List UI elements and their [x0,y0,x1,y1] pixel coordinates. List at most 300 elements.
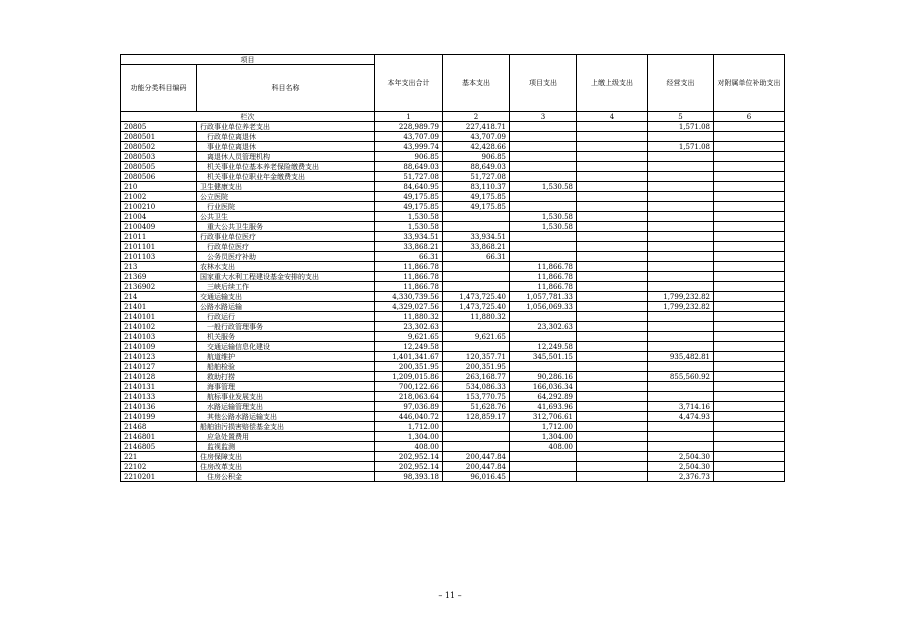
amount-col-4 [577,262,648,272]
amount-col-3: 345,501.15 [510,352,577,362]
subject-code: 21004 [121,212,197,222]
table-row [121,152,785,162]
amount-col-1: 11,880.32 [375,312,443,322]
subject-code: 21011 [121,232,197,242]
table-row [121,382,785,392]
amount-col-4 [577,332,648,342]
amount-col-4 [577,472,648,482]
amount-col-1: 1,530.58 [375,212,443,222]
amount-col-2 [443,222,510,232]
table-row [121,132,785,142]
subject-name: 行政单位医疗 [197,242,375,252]
amount-col-3 [510,362,577,372]
amount-col-4 [577,182,648,192]
amount-col-4 [577,432,648,442]
amount-col-6 [714,452,785,462]
amount-col-4 [577,382,648,392]
amount-col-6 [714,342,785,352]
amount-col-6 [714,472,785,482]
subject-code: 2140127 [121,362,197,372]
amount-col-5: 2,376.73 [648,472,714,482]
subject-code: 2146805 [121,442,197,452]
amount-col-3: 1,530.58 [510,182,577,192]
subject-name: 航标事业发展支出 [197,392,375,402]
amount-col-5 [648,322,714,332]
subject-name: 重大公共卫生服务 [197,222,375,232]
amount-col-6 [714,182,785,192]
amount-col-5: 2,504.30 [648,462,714,472]
amount-col-5: 1,799,232.82 [648,302,714,312]
amount-col-2: 11,880.32 [443,312,510,322]
amount-col-1: 1,712.00 [375,422,443,432]
amount-col-3 [510,202,577,212]
amount-col-2 [443,262,510,272]
amount-col-3 [510,142,577,152]
subject-name: 公务员医疗补助 [197,252,375,262]
amount-col-2: 96,016.45 [443,472,510,482]
subject-name: 行政单位离退休 [197,132,375,142]
subject-name: 公立医院 [197,192,375,202]
amount-col-4 [577,342,648,352]
amount-col-2: 49,175.85 [443,192,510,202]
amount-col-5: 855,560.92 [648,372,714,382]
amount-col-1: 218,063.64 [375,392,443,402]
amount-col-6 [714,252,785,262]
amount-col-5 [648,272,714,282]
header-col-3: 项目支出 [510,55,577,112]
subject-code: 2140199 [121,412,197,422]
table-row [121,232,785,242]
amount-col-1: 228,989.79 [375,122,443,132]
amount-col-2 [443,342,510,352]
amount-col-6 [714,442,785,452]
amount-col-6 [714,432,785,442]
page-number: – 11 – [438,591,462,600]
header-col-1: 本年支出合计 [375,55,443,112]
subject-code: 21369 [121,272,197,282]
amount-col-3 [510,192,577,202]
subject-name: 水路运输管理支出 [197,402,375,412]
amount-col-1: 1,530.58 [375,222,443,232]
amount-col-5 [648,432,714,442]
amount-col-5: 2,504.30 [648,452,714,462]
amount-col-5 [648,382,714,392]
subject-code: 2146801 [121,432,197,442]
amount-col-6 [714,372,785,382]
amount-col-3: 11,866.78 [510,262,577,272]
amount-col-4 [577,392,648,402]
subject-code: 214 [121,292,197,302]
subject-code: 2080501 [121,132,197,142]
amount-col-3: 1,712.00 [510,422,577,432]
header-num-1: 1 [375,112,443,122]
table-row [121,292,785,302]
table-row [121,432,785,442]
subject-name: 离退休人员管理机构 [197,152,375,162]
amount-col-2: 42,428.66 [443,142,510,152]
subject-code: 2080505 [121,162,197,172]
table-row [121,372,785,382]
amount-col-4 [577,322,648,332]
subject-code: 2140109 [121,342,197,352]
table-row [121,362,785,372]
subject-name: 行政事业单位医疗 [197,232,375,242]
subject-code: 2140103 [121,332,197,342]
table-row [121,262,785,272]
amount-col-1: 200,351.95 [375,362,443,372]
amount-col-5 [648,132,714,142]
header-lanci: 栏次 [121,112,375,122]
table-row [121,452,785,462]
amount-col-3 [510,452,577,462]
amount-col-1: 43,999.74 [375,142,443,152]
header-num-6: 6 [714,112,785,122]
amount-col-1: 1,304.00 [375,432,443,442]
header-col-6: 对附属单位补助支出 [714,55,785,112]
amount-col-3: 11,866.78 [510,272,577,282]
subject-code: 221 [121,452,197,462]
subject-name: 其他公路水路运输支出 [197,412,375,422]
amount-col-4 [577,362,648,372]
amount-col-6 [714,232,785,242]
amount-col-2: 128,859.17 [443,412,510,422]
amount-col-3: 1,530.58 [510,222,577,232]
table-row [121,442,785,452]
amount-col-6 [714,292,785,302]
amount-col-5: 4,474.93 [648,412,714,422]
amount-col-4 [577,402,648,412]
amount-col-2: 1,473,725.40 [443,292,510,302]
subject-code: 2100409 [121,222,197,232]
amount-col-3 [510,252,577,262]
subject-name: 住房改革支出 [197,462,375,472]
subject-name: 监视监测 [197,442,375,452]
table-row [121,242,785,252]
amount-col-3: 12,249.58 [510,342,577,352]
subject-code: 2140128 [121,372,197,382]
amount-col-3: 1,057,781.33 [510,292,577,302]
amount-col-1: 4,330,739.56 [375,292,443,302]
amount-col-5 [648,172,714,182]
amount-col-1: 202,952.14 [375,452,443,462]
header-col-4: 上缴上级支出 [577,55,648,112]
table-row [121,202,785,212]
amount-col-2: 88,649.03 [443,162,510,172]
amount-col-4 [577,162,648,172]
amount-col-2: 153,770.75 [443,392,510,402]
amount-col-5: 3,714.16 [648,402,714,412]
amount-col-2: 33,868.21 [443,242,510,252]
amount-col-6 [714,422,785,432]
amount-col-2: 227,418.71 [443,122,510,132]
amount-col-5: 1,799,232.82 [648,292,714,302]
header-name: 科目名称 [197,65,375,112]
amount-col-4 [577,252,648,262]
amount-col-5 [648,362,714,372]
amount-col-6 [714,162,785,172]
subject-name: 卫生健康支出 [197,182,375,192]
amount-col-5 [648,192,714,202]
expenditure-table [120,54,785,482]
subject-name: 行政事业单位养老支出 [197,122,375,132]
amount-col-4 [577,192,648,202]
amount-col-6 [714,412,785,422]
amount-col-4 [577,282,648,292]
table-row [121,352,785,362]
subject-code: 2140123 [121,352,197,362]
table-row [121,252,785,262]
subject-name: 公共卫生 [197,212,375,222]
header-row-item [121,55,785,65]
amount-col-1: 51,727.08 [375,172,443,182]
table-row [121,172,785,182]
amount-col-3 [510,152,577,162]
subject-code: 2140131 [121,382,197,392]
subject-name: 机关服务 [197,332,375,342]
amount-col-2 [443,272,510,282]
amount-col-3: 408.00 [510,442,577,452]
subject-code: 21401 [121,302,197,312]
amount-col-2: 263,168.77 [443,372,510,382]
amount-col-4 [577,202,648,212]
amount-col-3: 11,866.78 [510,282,577,292]
amount-col-2: 33,934.51 [443,232,510,242]
amount-col-1: 1,401,341.67 [375,352,443,362]
table-row [121,312,785,322]
subject-code: 2140101 [121,312,197,322]
amount-col-1: 12,249.58 [375,342,443,352]
amount-col-2 [443,442,510,452]
amount-col-5 [648,422,714,432]
table-row [121,342,785,352]
amount-col-4 [577,222,648,232]
amount-col-2: 51,628.76 [443,402,510,412]
amount-col-5 [648,222,714,232]
table-row [121,222,785,232]
amount-col-4 [577,242,648,252]
subject-name: 农林水支出 [197,262,375,272]
amount-col-1: 49,175.85 [375,192,443,202]
amount-col-5 [648,202,714,212]
subject-code: 2136902 [121,282,197,292]
subject-code: 2210201 [121,472,197,482]
amount-col-6 [714,262,785,272]
amount-col-1: 49,175.85 [375,202,443,212]
table-row [121,462,785,472]
amount-col-6 [714,142,785,152]
amount-col-1: 906.85 [375,152,443,162]
header-num-2: 2 [443,112,510,122]
amount-col-2 [443,282,510,292]
subject-name: 住房保障支出 [197,452,375,462]
table-row [121,472,785,482]
table-row [121,122,785,132]
subject-code: 22102 [121,462,197,472]
amount-col-4 [577,272,648,282]
amount-col-3 [510,172,577,182]
amount-col-3 [510,132,577,142]
amount-col-4 [577,232,648,242]
amount-col-3: 1,304.00 [510,432,577,442]
amount-col-2: 534,086.33 [443,382,510,392]
amount-col-5 [648,212,714,222]
header-col-5: 经营支出 [648,55,714,112]
amount-col-2 [443,422,510,432]
amount-col-2: 906.85 [443,152,510,162]
amount-col-2: 66.31 [443,252,510,262]
amount-col-6 [714,132,785,142]
amount-col-4 [577,302,648,312]
amount-col-3: 1,056,069.33 [510,302,577,312]
amount-col-6 [714,222,785,232]
subject-code: 2080503 [121,152,197,162]
amount-col-2: 200,351.95 [443,362,510,372]
amount-col-2: 51,727.08 [443,172,510,182]
amount-col-5 [648,182,714,192]
amount-col-6 [714,272,785,282]
amount-col-5: 935,482.81 [648,352,714,362]
amount-col-2 [443,322,510,332]
subject-code: 2080502 [121,142,197,152]
amount-col-1: 700,122.66 [375,382,443,392]
table-row [121,392,785,402]
amount-col-6 [714,152,785,162]
amount-col-2: 200,447.84 [443,462,510,472]
amount-col-1: 408.00 [375,442,443,452]
amount-col-6 [714,402,785,412]
amount-col-4 [577,292,648,302]
table-row [121,302,785,312]
subject-code: 2140102 [121,322,197,332]
amount-col-4 [577,212,648,222]
amount-col-5 [648,162,714,172]
amount-col-5 [648,442,714,452]
amount-col-1: 98,393.18 [375,472,443,482]
amount-col-1: 88,649.03 [375,162,443,172]
header-num-5: 5 [648,112,714,122]
amount-col-6 [714,392,785,402]
amount-col-2: 49,175.85 [443,202,510,212]
amount-col-1: 23,302.63 [375,322,443,332]
amount-col-3 [510,242,577,252]
amount-col-6 [714,332,785,342]
amount-col-6 [714,212,785,222]
amount-col-5: 1,571.08 [648,142,714,152]
amount-col-6 [714,122,785,132]
amount-col-3 [510,162,577,172]
subject-code: 2140133 [121,392,197,402]
amount-col-4 [577,312,648,322]
subject-code: 213 [121,262,197,272]
amount-col-1: 11,866.78 [375,282,443,292]
amount-col-1: 11,866.78 [375,262,443,272]
amount-col-5 [648,392,714,402]
header-num-4: 4 [577,112,648,122]
amount-col-1: 11,866.78 [375,272,443,282]
header-code: 功能分类科目编码 [121,65,197,112]
amount-col-4 [577,152,648,162]
amount-col-6 [714,242,785,252]
amount-col-6 [714,322,785,332]
amount-col-6 [714,172,785,182]
amount-col-5 [648,242,714,252]
amount-col-5 [648,232,714,242]
amount-col-2: 43,707.09 [443,132,510,142]
amount-col-1: 33,934.51 [375,232,443,242]
amount-col-1: 84,640.95 [375,182,443,192]
amount-col-5 [648,282,714,292]
amount-col-4 [577,142,648,152]
amount-col-3 [510,472,577,482]
amount-col-1: 446,040.72 [375,412,443,422]
amount-col-3 [510,462,577,472]
subject-code: 2140136 [121,402,197,412]
amount-col-4 [577,172,648,182]
amount-col-2: 200,447.84 [443,452,510,462]
subject-name: 机关事业单位职业年金缴费支出 [197,172,375,182]
amount-col-6 [714,202,785,212]
table-row [121,272,785,282]
amount-col-6 [714,362,785,372]
subject-name: 住房公积金 [197,472,375,482]
subject-name: 公路水路运输 [197,302,375,312]
subject-name: 交通运输信息化建设 [197,342,375,352]
amount-col-3 [510,122,577,132]
amount-col-4 [577,442,648,452]
amount-col-4 [577,132,648,142]
amount-col-2: 83,110.37 [443,182,510,192]
subject-name: 三峡后续工作 [197,282,375,292]
amount-col-1: 4,329,027.56 [375,302,443,312]
subject-code: 2100210 [121,202,197,212]
subject-code: 21002 [121,192,197,202]
amount-col-1: 66.31 [375,252,443,262]
amount-col-4 [577,422,648,432]
subject-code: 210 [121,182,197,192]
amount-col-5 [648,312,714,322]
subject-name: 机关事业单位基本养老保险缴费支出 [197,162,375,172]
amount-col-1: 9,621.65 [375,332,443,342]
amount-col-3: 166,036.34 [510,382,577,392]
amount-col-6 [714,382,785,392]
subject-code: 2101103 [121,252,197,262]
subject-code: 2101101 [121,242,197,252]
amount-col-2: 1,473,725.40 [443,302,510,312]
amount-col-5 [648,262,714,272]
amount-col-3: 64,292.89 [510,392,577,402]
table-row [121,332,785,342]
amount-col-3: 41,693.96 [510,402,577,412]
table-row [121,192,785,202]
table-row [121,422,785,432]
amount-col-6 [714,312,785,322]
amount-col-4 [577,122,648,132]
subject-name: 船舶油污损害赔偿基金支出 [197,422,375,432]
table-row [121,322,785,332]
amount-col-4 [577,462,648,472]
table-row [121,162,785,172]
amount-col-6 [714,352,785,362]
table-row [121,182,785,192]
amount-col-2: 120,357.71 [443,352,510,362]
table-row [121,142,785,152]
table-row [121,412,785,422]
subject-name: 一般行政管理事务 [197,322,375,332]
amount-col-4 [577,352,648,362]
amount-col-2: 9,621.65 [443,332,510,342]
amount-col-4 [577,412,648,422]
amount-col-5 [648,252,714,262]
